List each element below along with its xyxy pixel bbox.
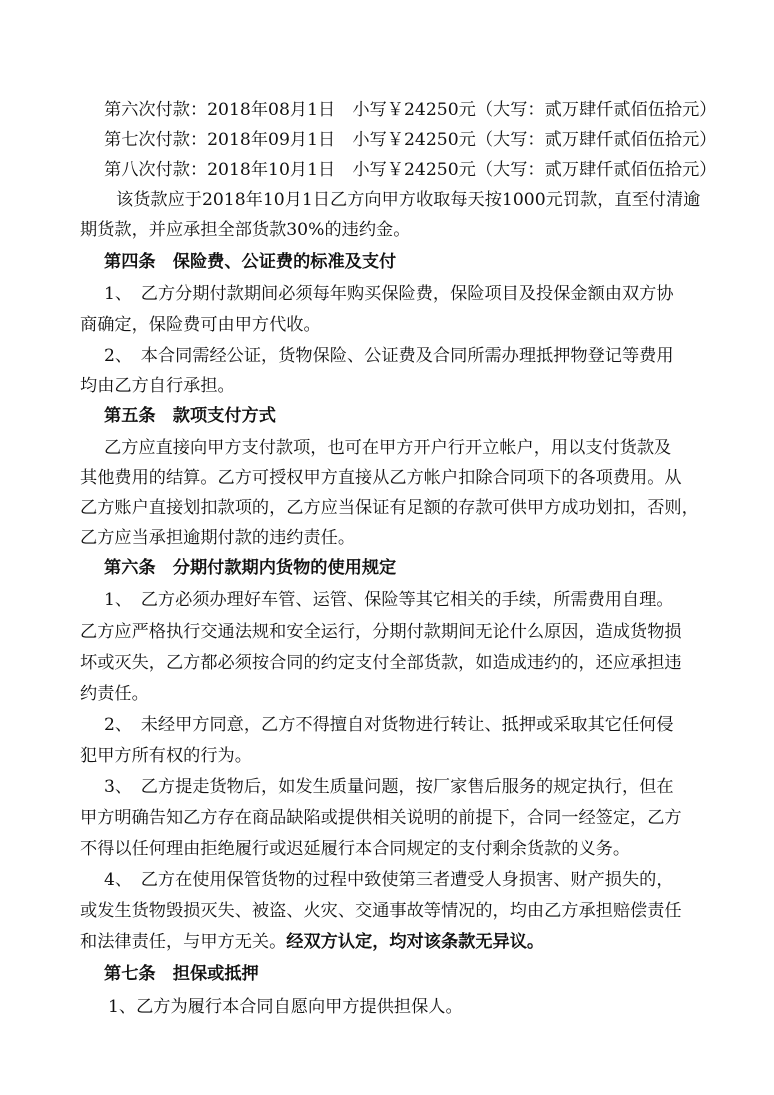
article-6-clause-4: 和法律责任，与甲方无关。经双方认定，均对该条款无异议。 bbox=[80, 932, 545, 952]
article-4-heading: 第四条 保险费、公证费的标准及支付 bbox=[104, 252, 397, 272]
payment-line-7: 第七次付款：2018年09月1日 小写￥24250元（大写：贰万肆仟贰佰伍拾元） bbox=[104, 130, 717, 150]
article-6-clause-3: 甲方明确告知乙方存在商品缺陷或提供相关说明的前提下，合同一经签定，乙方 bbox=[80, 808, 682, 828]
article-6-clause-3: 3、 乙方提走货物后，如发生质量问题，按厂家售后服务的规定执行，但在 bbox=[104, 777, 674, 797]
payment-line-6: 第六次付款：2018年08月1日 小写￥24250元（大写：贰万肆仟贰佰伍拾元） bbox=[104, 100, 717, 120]
penalty-paragraph-line: 期货款，并应承担全部货款30%的违约金。 bbox=[80, 220, 411, 240]
penalty-paragraph-line: 该货款应于2018年10月1日乙方向甲方收取每天按1000元罚款，直至付清逾 bbox=[116, 190, 701, 210]
article-6-clause-1: 1、 乙方必须办理好车管、运管、保险等其它相关的手续，所需费用自理。 bbox=[104, 590, 674, 610]
article-7-heading: 第七条 担保或抵押 bbox=[104, 964, 259, 984]
article-6-clause-1: 乙方应严格执行交通法规和安全运行，分期付款期间无论什么原因，造成货物损 bbox=[80, 622, 682, 642]
article-5-paragraph: 乙方应直接向甲方支付款项，也可在甲方开户行开立帐户，用以支付货款及 bbox=[104, 438, 672, 458]
article-7-clause-1: 1、乙方为履行本合同自愿向甲方提供担保人。 bbox=[108, 997, 463, 1017]
payment-line-8: 第八次付款：2018年10月1日 小写￥24250元（大写：贰万肆仟贰佰伍拾元） bbox=[104, 160, 717, 180]
article-5-heading: 第五条 款项支付方式 bbox=[104, 406, 276, 426]
article-6-clause-1: 坏或灭失，乙方都必须按合同的约定支付全部货款，如造成违约的，还应承担违 bbox=[80, 653, 682, 673]
article-5-paragraph: 其他费用的结算。乙方可授权甲方直接从乙方帐户扣除合同项下的各项费用。从 bbox=[80, 468, 682, 488]
article-6-heading: 第六条 分期付款期内货物的使用规定 bbox=[104, 558, 397, 578]
article-4-clause-1: 1、 乙方分期付款期间必须每年购买保险费，保险项目及投保金额由双方协 bbox=[104, 284, 674, 304]
agreement-statement: 经双方认定，均对该条款无异议。 bbox=[286, 932, 545, 952]
article-6-clause-2: 犯甲方所有权的行为。 bbox=[80, 746, 252, 766]
article-5-paragraph: 乙方应当承担逾期付款的违约责任。 bbox=[80, 528, 356, 548]
article-5-paragraph: 乙方账户直接划扣款项的，乙方应当保证有足额的存款可供甲方成功划扣，否则， bbox=[80, 498, 699, 518]
article-6-clause-1: 约责任。 bbox=[80, 684, 149, 704]
article-6-clause-2: 2、 未经甲方同意，乙方不得擅自对货物进行转让、抵押或采取其它任何侵 bbox=[104, 715, 674, 735]
article-4-clause-1: 商确定，保险费可由甲方代收。 bbox=[80, 315, 321, 335]
article-4-clause-2: 均由乙方自行承担。 bbox=[80, 376, 235, 396]
article-6-clause-4: 或发生货物毁损灭失、被盗、火灾、交通事故等情况的，均由乙方承担赔偿责任 bbox=[80, 901, 682, 921]
article-6-clause-3: 不得以任何理由拒绝履行或迟延履行本合同规定的支付剩余货款的义务。 bbox=[80, 839, 631, 859]
article-6-clause-4: 4、 乙方在使用保管货物的过程中致使第三者遭受人身损害、财产损失的， bbox=[104, 870, 674, 890]
article-4-clause-2: 2、 本合同需经公证，货物保险、公证费及合同所需办理抵押物登记等费用 bbox=[104, 346, 674, 366]
